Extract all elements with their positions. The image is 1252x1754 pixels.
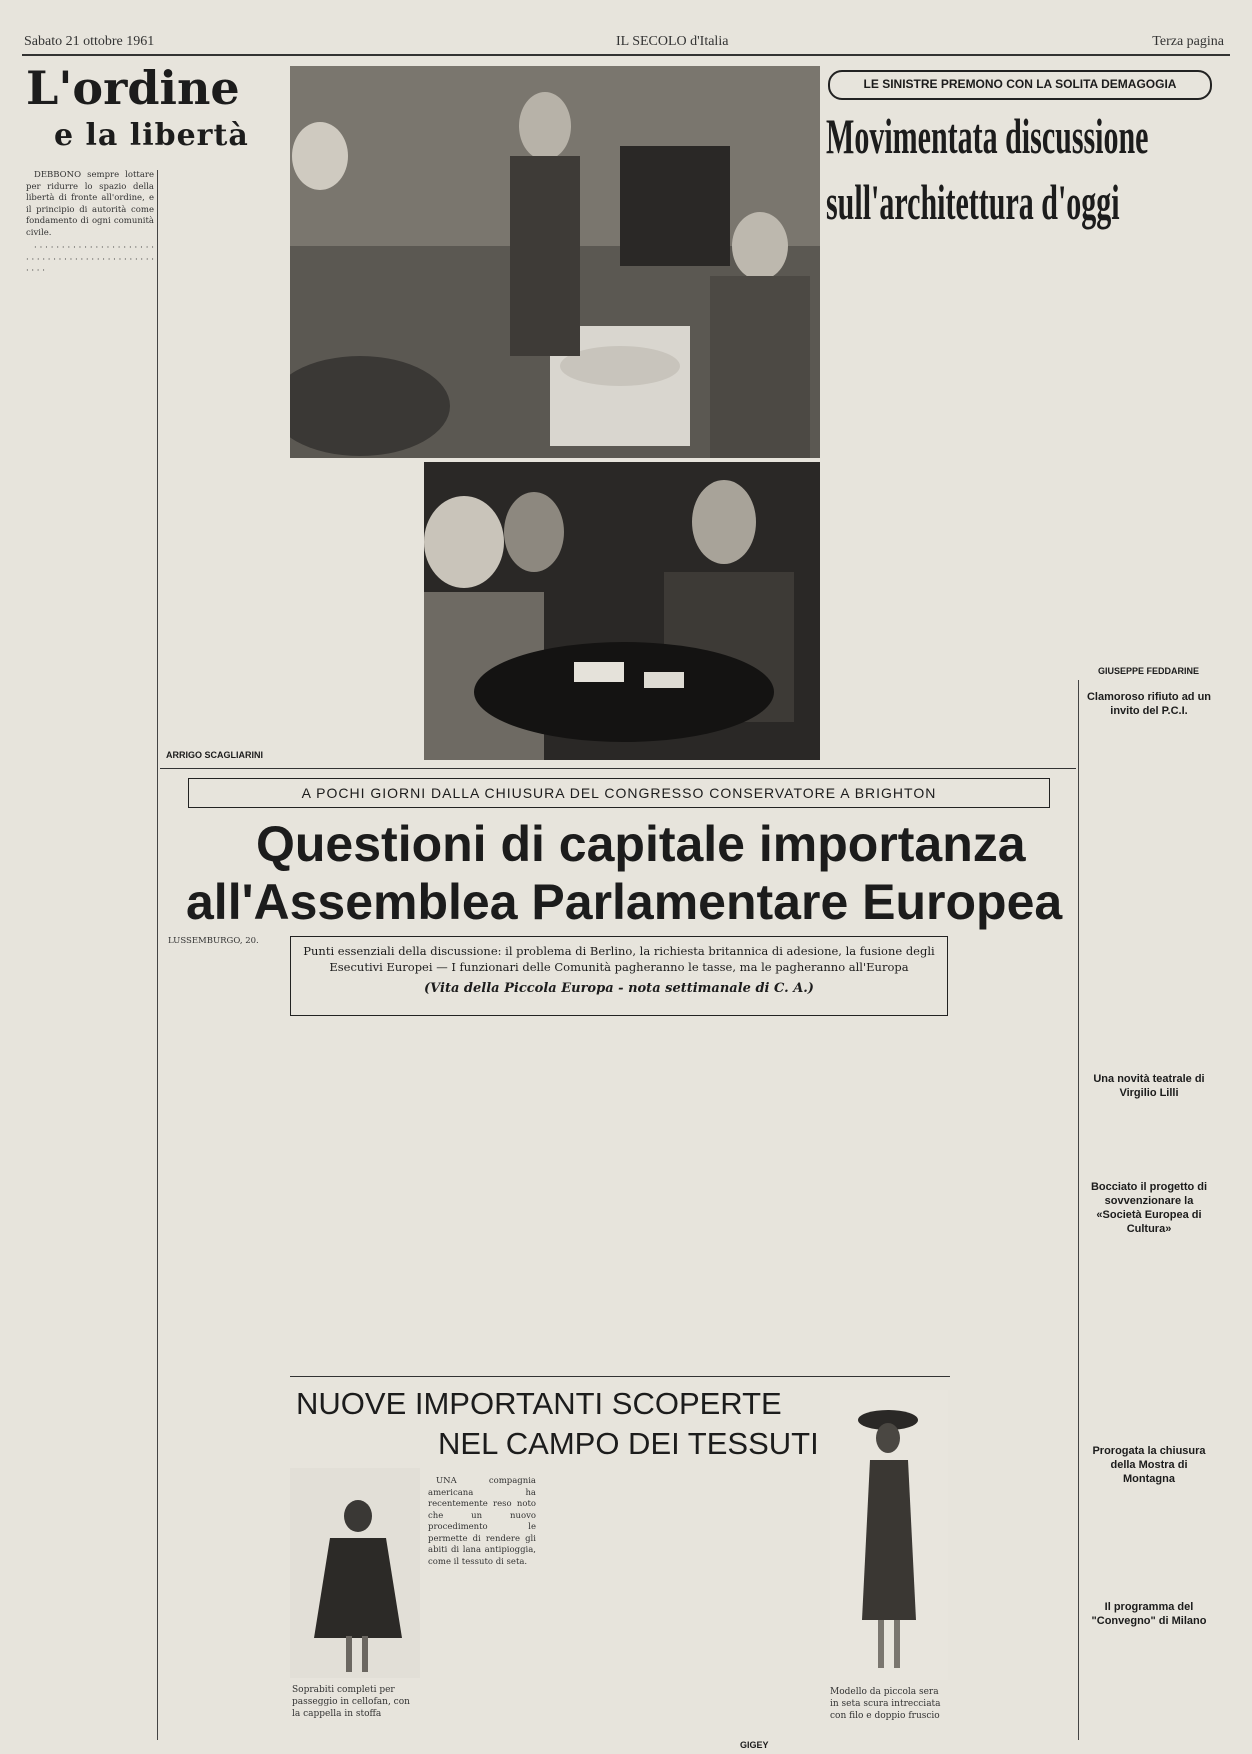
left-article-lead: DEBBONO sempre lottare per ridurre lo spazio della libertà di fronte all'ordine, e il principio di autorità come fondamento di ogni comunità civile. (26, 170, 154, 238)
header-date: Sabato 21 ottobre 1961 (24, 34, 155, 49)
architecture-kicker: LE SINISTRE PREMONO CON LA SOLITA DEMAGOGIA (828, 70, 1212, 100)
left-article-title: L'ordine (26, 61, 240, 115)
left-article-column-2 (160, 170, 284, 760)
column-divider (157, 170, 158, 1740)
textiles-column-1 (428, 1476, 536, 1740)
textiles-column-2 (542, 1476, 650, 1740)
europe-headline-line2: all'Assemblea Parlamentare Europea (186, 874, 1063, 930)
textiles-headline-line2: NEL CAMPO DEI TESSUTI (438, 1426, 819, 1461)
architecture-column-1 (826, 250, 948, 760)
item3-body (1084, 1240, 1214, 1434)
item5-body (1084, 1636, 1214, 1736)
item2-body (1084, 1104, 1214, 1174)
item1-title: Clamoroso rifiuto ad un invito del P.C.I. (1086, 691, 1212, 717)
textiles-top-rule (290, 1376, 950, 1377)
europe-column-3 (400, 1024, 504, 1370)
architecture-headline-line1: Movimentata discussione (826, 108, 1149, 164)
header-page-label: Terza pagina (1152, 34, 1224, 49)
textiles-signature: GIGEY (740, 1740, 769, 1750)
left-article-signature: ARRIGO SCAGLIARINI (166, 750, 264, 760)
dress-model-photo (830, 1390, 948, 1680)
page-header (24, 34, 1224, 54)
europe-column-4 (510, 1024, 614, 1370)
item3-title: Bocciato il progetto di sovvenzionare la «Società Europea di Cultura» (1090, 1181, 1208, 1235)
europe-column-8 (954, 936, 1076, 1736)
right-column-divider (1078, 680, 1079, 1740)
architecture-signature: GIUSEPPE FEDDARINE (1098, 666, 1200, 676)
architecture-column-2 (954, 250, 1076, 760)
left-article-subtitle: e la libertà (54, 118, 249, 153)
textiles-lead: UNA compagnia americana ha recentemente reso noto che un nuovo procedimento le permette di rendere gli abiti di lana antipioggia, come il tessuto di seta. (428, 1476, 536, 1567)
europe-column-2 (290, 1024, 394, 1370)
europe-box-rubric: (Vita della Piccola Europa - nota settimanale di C. A.) (424, 981, 814, 996)
left-article-column-1: DEBBONO sempre lottare per ridurre lo spazio della libertà di fronte all'ordine, e il principio di autorità come fondamento di ogni comunità civile. · · · · · · · · · · · · · · · · · · · · · · · · · · · · · · · · · · · · · · · · · · · · · · · · · · (26, 170, 154, 276)
header-rule (22, 54, 1230, 56)
europe-headline-line1: Questioni di capitale importanza (256, 816, 1026, 872)
kitchen-scene-photo (290, 66, 820, 458)
europe-column-5 (620, 1024, 724, 1370)
textiles-headline-line1: NUOVE IMPORTANTI SCOPERTE (296, 1386, 782, 1421)
europe-column-7 (840, 1024, 944, 1370)
europe-top-rule (160, 768, 1076, 769)
item1-body (1084, 726, 1214, 1066)
europe-kicker: A POCHI GIORNI DALLA CHIUSURA DEL CONGRESSO CONSERVATORE A BRIGHTON (188, 778, 1050, 808)
europe-column-1 (160, 936, 284, 1740)
header-paper-name: IL SECOLO d'Italia (616, 34, 729, 49)
item5-title: Il programma del "Convegno" di Milano (1091, 1601, 1207, 1627)
item2-title: Una novità teatrale di Virgilio Lilli (1093, 1073, 1205, 1099)
caption-text-column (290, 470, 418, 756)
textiles-column-3 (656, 1476, 764, 1740)
europe-summary-box (290, 936, 948, 1016)
caption-left: Soprabiti completi per passeggio in cellofan, con la cappella in stoffa (292, 1685, 410, 1719)
architecture-headline-line2: sull'architettura d'oggi (826, 174, 1120, 230)
architecture-column-3 (1082, 250, 1216, 660)
caption-right: Modello da piccola sera in seta scura intrecciata con filo e doppio fruscio (830, 1687, 941, 1721)
europe-box-text: Punti essenziali della discussione: il problema di Berlino, la richiesta britannica di adesione, la fusione degli Esecutivi Europei — I funzionari delle Comunità pagheranno le tasse, ma le pagheranno all'Europa (303, 944, 935, 974)
card-game-photo (424, 462, 820, 760)
item4-body (1084, 1476, 1214, 1586)
europe-dateline: LUSSEMBURGO, 20. (168, 936, 259, 946)
europe-column-6 (730, 1024, 834, 1370)
cape-model-photo (290, 1468, 420, 1678)
item4-title: Prorogata la chiusura della Mostra di Montagna (1092, 1445, 1206, 1485)
